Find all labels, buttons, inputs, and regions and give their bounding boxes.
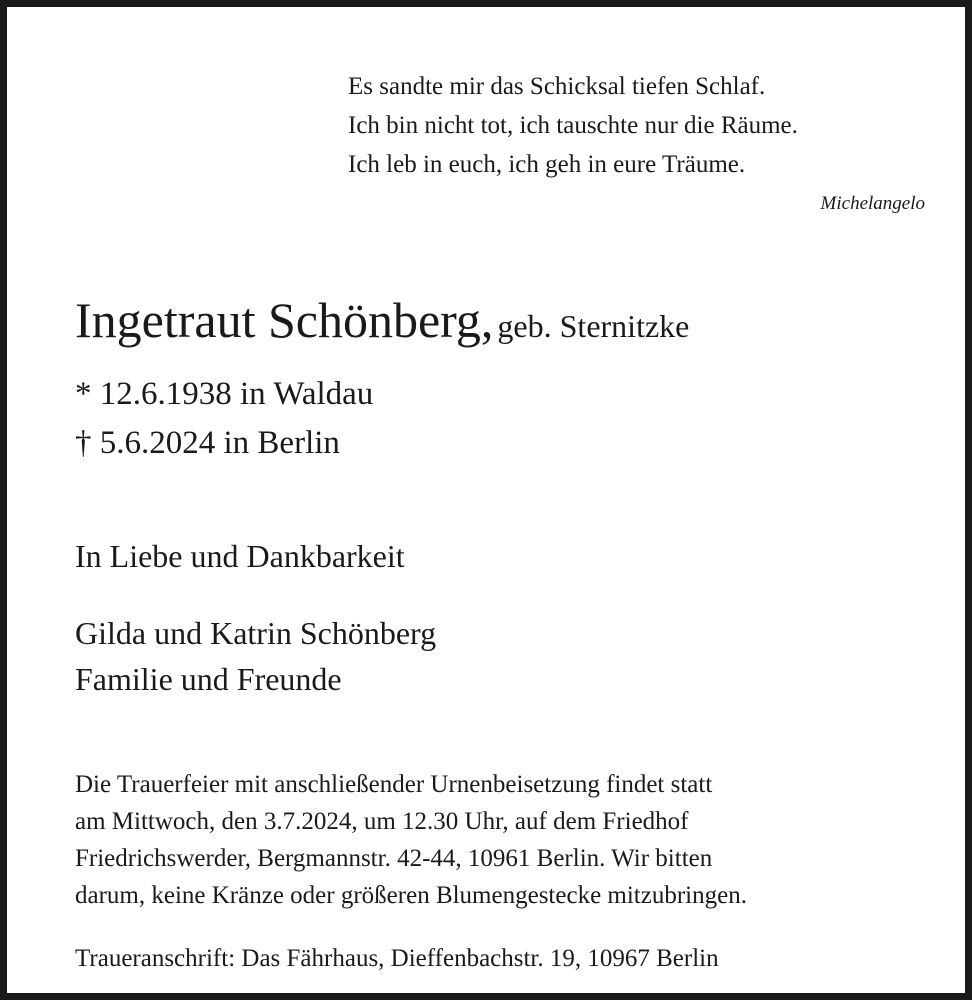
birth-name: geb. Sternitzke (497, 308, 690, 344)
dedication-text: In Liebe und Dankbarkeit (75, 538, 405, 574)
life-dates (75, 370, 373, 468)
mourners-list (75, 610, 436, 702)
death-date: † 5.6.2024 in Berlin (75, 425, 340, 461)
mourner-line: Gilda und Katrin Schönberg (75, 615, 437, 651)
ceremony-line: am Mittwoch, den 3.7.2024, um 12.30 Uhr, auf dem Friedhof (75, 808, 689, 835)
poem-line: Es sandte mir das Schicksal tiefen Schlaf. (348, 73, 766, 100)
poem-quote (348, 67, 798, 184)
ceremony-line: darum, keine Kränze oder größeren Blumengestecke mitzubringen. (75, 882, 747, 909)
ceremony-line: Die Trauerfeier mit anschließender Urnenbeisetzung findet statt (75, 771, 713, 798)
poem-line: Ich bin nicht tot, ich tauschte nur die Räume. (348, 112, 798, 139)
mourner-line: Familie und Freunde (75, 661, 342, 697)
poem-author: Michelangelo (820, 193, 925, 214)
deceased-name: Ingetraut Schönberg, (75, 292, 494, 348)
mourning-address: Traueranschrift: Das Fährhaus, Dieffenbachstr. 19, 10967 Berlin (75, 945, 719, 972)
ceremony-line: Friedrichswerder, Bergmannstr. 42-44, 10961 Berlin. Wir bitten (75, 845, 713, 872)
ceremony-info (75, 766, 747, 914)
deceased-name-line (75, 290, 689, 356)
birth-date: * 12.6.1938 in Waldau (75, 376, 374, 412)
poem-line: Ich leb in euch, ich geh in eure Träume. (348, 151, 746, 178)
